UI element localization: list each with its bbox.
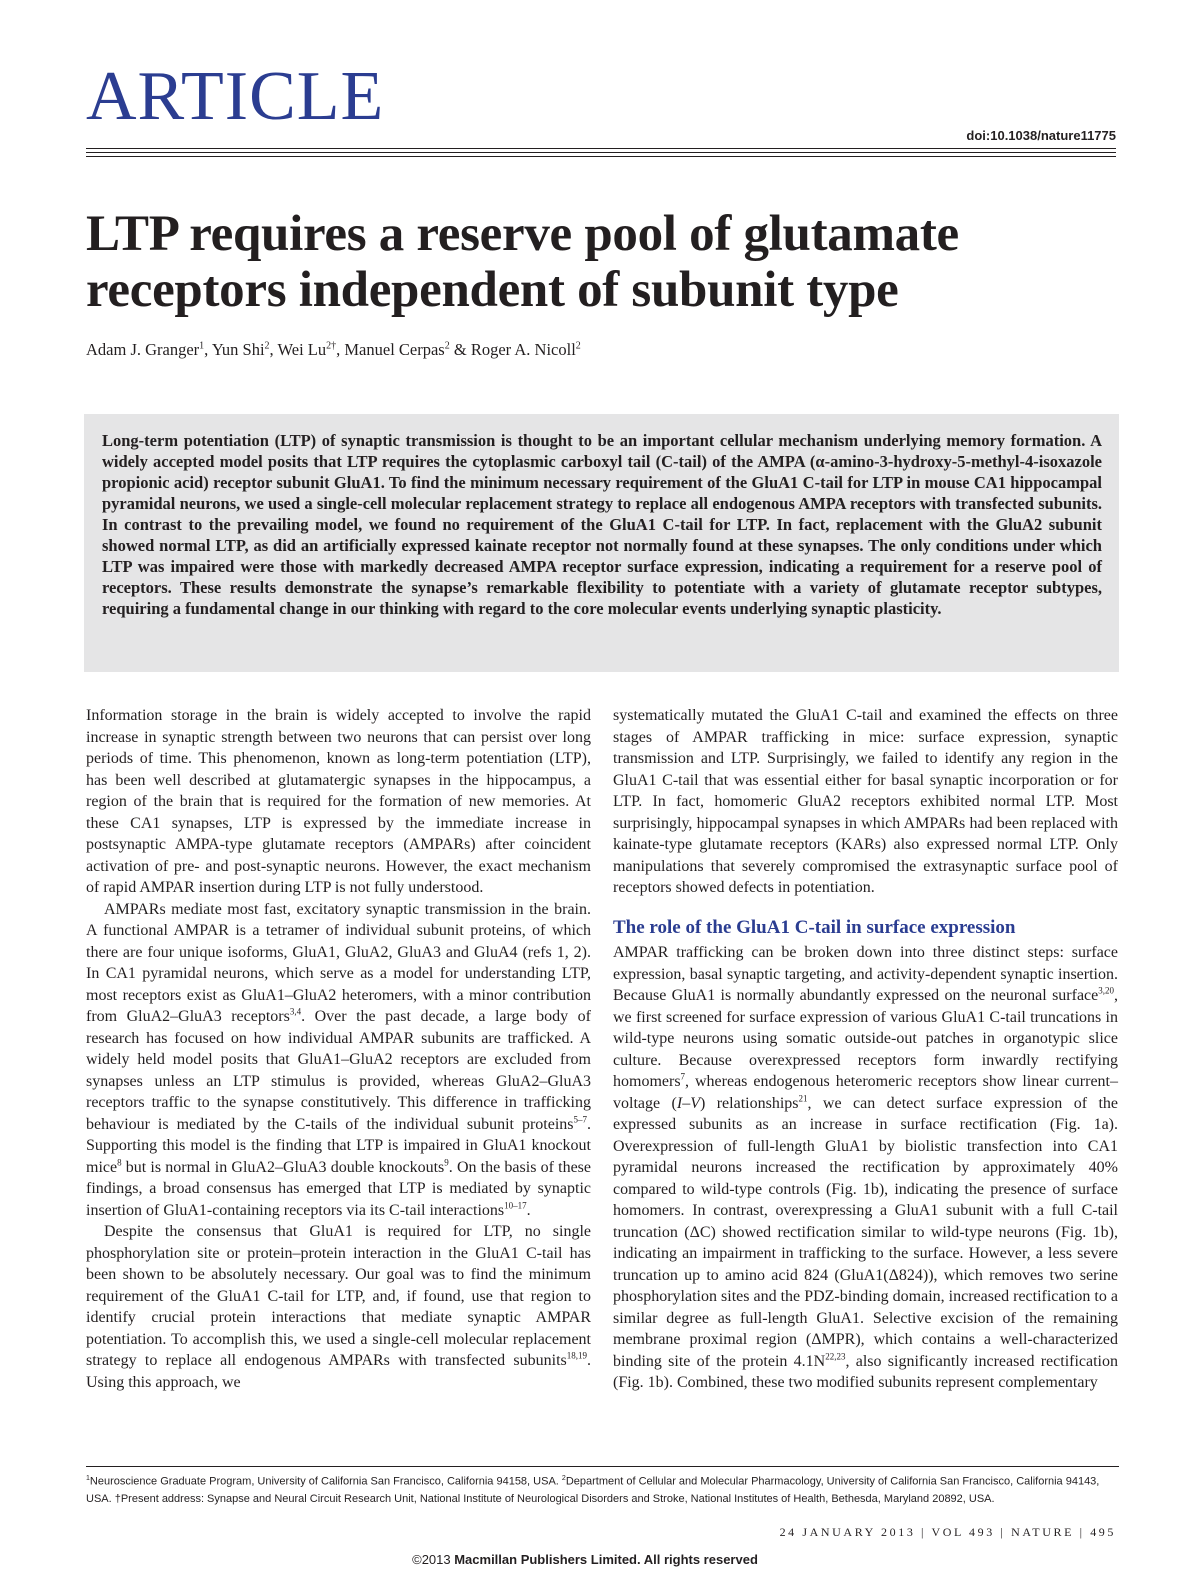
body-paragraph bbox=[86, 1221, 591, 1393]
body-paragraph bbox=[613, 942, 1118, 1394]
citation-ref: 21 bbox=[798, 1093, 808, 1104]
text-run: Information storage in the brain is widely accepted to involve the rapid increase in synaptic strength between two neurons that can persist over long periods of time. This phenomenon, known as long-term potentiation (LTP), has been well described at glutamatergic synapses in the hippocampus, a region of the brain that is required for the formation of new memories. At these CA1 synapses, LTP is expressed by the immediate increase in postsynaptic AMPA-type glutamate receptors (AMPARs) after coincident activation of pre- and post-synaptic neurons. However, the exact mechanism of rapid AMPAR insertion during LTP is not fully understood. bbox=[86, 707, 591, 896]
author-affiliation-marker: 2† bbox=[326, 340, 337, 352]
page-footer: 24 JANUARY 2013 | VOL 493 | NATURE | 495 bbox=[779, 1525, 1116, 1539]
article-title: LTP requires a reserve pool of glutamate receptors independent of subunit type bbox=[86, 206, 959, 318]
text-run: , whereas endogenous heteromeric receptors show linear current–voltage ( bbox=[613, 1073, 1118, 1112]
section-heading: The role of the GluA1 C-tail in surface expression bbox=[613, 916, 1016, 938]
text-run: , we first screened for surface expression of various GluA1 C-tail truncations in wild-type neurons using somatic outside-out patches in organotypic slice culture. Because overexpressed receptors form inwardly rectifying homomers bbox=[613, 987, 1118, 1090]
citation-ref: 10–17 bbox=[504, 1200, 527, 1211]
journal-section-label: ARTICLE bbox=[86, 58, 385, 135]
text-run: but is normal in GluA2–GluA3 double knockouts bbox=[121, 1158, 445, 1176]
text-run: . Over the past decade, a large body of research has focused on how individual AMPAR subunits are trafficked. A widely held model posits that GluA1–GluA2 receptors are excluded from synapses unless an LTP stimulus is provided, whereas GluA2–GluA3 receptors traffic to the synapse constitutively. This difference in trafficking behaviour is mediated by the C-tails of the individual subunit proteins bbox=[86, 1008, 591, 1133]
body-column-left bbox=[86, 705, 591, 1393]
right-column-section bbox=[613, 942, 1118, 1394]
text-run: , also significantly increased rectification (Fig. 1b). Combined, these two modified subunits represent complementary bbox=[613, 1352, 1119, 1391]
author-affiliation-marker: 2 bbox=[444, 340, 450, 352]
copyright-notice bbox=[0, 1552, 1170, 1567]
copyright-symbol: ©2013 bbox=[412, 1552, 451, 1567]
text-run: . bbox=[526, 1201, 531, 1219]
text-run: systematically mutated the GluA1 C-tail and examined the effects on three stages of AMPAR trafficking in mice: surface expression, synaptic transmission and LTP. Surprisingly, we failed to identify any region in the GluA1 C-tail that was essential either for basal synaptic incorporation or for LTP. In fact, homomeric GluA2 receptors exhibited normal LTP. Most surprisingly, hippocampal synapses in which AMPARs had been replaced with kainate-type glutamate receptors (KARs) also expressed normal LTP. Only manipulations that severely compromised the extrasynaptic surface pool of receptors showed defects in potentiation. bbox=[613, 707, 1118, 896]
italic-run: I–V bbox=[676, 1094, 700, 1112]
header-rule-top bbox=[86, 148, 1116, 149]
footnote-marker: 2 bbox=[561, 1475, 566, 1482]
text-run: . Supporting this model is the finding that LTP is impaired in GluA1 knockout mice bbox=[86, 1115, 591, 1176]
text-run: . Using this approach, we bbox=[86, 1352, 591, 1391]
author-separator: , bbox=[336, 340, 345, 359]
text-run: , we can detect surface expression of the expressed subunits as an increase in surface rectification (Fig. 1a). Overexpression of full-length GluA1 by biolistic transfection into CA1 pyramidal neurons increased the rectification by approximately 40% compared to wild-type controls (Fig. 1b), indicating the presence of surface homomers. In contrast, overexpressing a GluA1 subunit with a full C-tail truncation (ΔC) showed rectification similar to wild-type neurons (Fig. 1b), indicating an impairment in trafficking to the surface. However, a less severe truncation up to amino acid 824 (GluA1(Δ824)), which removes two serine phosphorylation sites and the PDZ-binding domain, increased rectification to a similar degree as full-length GluA1. Selective excision of the remaining membrane proximal region (ΔMPR), which contains a well-characterized binding site of the protein 4.1N bbox=[613, 1094, 1119, 1370]
citation-ref: 9 bbox=[444, 1157, 449, 1168]
copyright-text: Macmillan Publishers Limited. All rights reserved bbox=[450, 1552, 758, 1567]
citation-ref: 5–7 bbox=[573, 1114, 587, 1125]
doi-label: doi:10.1038/nature11775 bbox=[966, 128, 1116, 143]
citation-ref: 3,20 bbox=[1098, 985, 1114, 996]
header-rule-bottom bbox=[86, 156, 1116, 157]
author-separator: & bbox=[449, 340, 471, 359]
author-name: Adam J. Granger bbox=[86, 340, 200, 359]
author-affiliation-marker: 2 bbox=[264, 340, 270, 352]
author-list bbox=[86, 340, 581, 360]
abstract-box bbox=[84, 414, 1119, 672]
footnote-text: Department of Cellular and Molecular Pharmacology, University of California San Francisco, California 94143, USA. †Present address: Synapse and Neural Circuit Research Unit, National Institute of Neurological Disorders and Stroke, National Institutes of Health, Bethesda, Maryland 20892, USA. bbox=[86, 1475, 1100, 1505]
body-paragraph bbox=[613, 705, 1118, 899]
footnote-marker: 1 bbox=[86, 1475, 90, 1482]
text-run: AMPARs mediate most fast, excitatory synaptic transmission in the brain. A functional AMPAR is a tetramer of individual subunit proteins, of which there are four unique isoforms, GluA1, GluA2, GluA3 and GluA4 (refs 1, 2). In CA1 pyramidal neurons, which serve as a model for understanding LTP, most receptors exist as GluA1–GluA2 heteromers, with a minor contribution from GluA2–GluA3 receptors bbox=[86, 900, 591, 1025]
citation-ref: 7 bbox=[680, 1071, 686, 1082]
affiliation-footnotes bbox=[86, 1470, 1126, 1508]
author-separator: , bbox=[269, 340, 278, 359]
footnote-text: Neuroscience Graduate Program, University of California San Francisco, California 94158, USA. bbox=[89, 1475, 562, 1488]
author-name: Wei Lu bbox=[277, 340, 327, 359]
author-separator: , bbox=[204, 340, 212, 359]
author-affiliation-marker: 1 bbox=[199, 340, 205, 352]
header-rule-middle bbox=[86, 152, 1116, 153]
author-name: Yun Shi bbox=[211, 340, 265, 359]
citation-ref: 8 bbox=[117, 1157, 122, 1168]
right-column-intro bbox=[613, 705, 1118, 899]
citation-ref: 22,23 bbox=[825, 1351, 846, 1362]
body-paragraph bbox=[86, 899, 591, 1222]
body-paragraph bbox=[86, 705, 591, 899]
author-name: Roger A. Nicoll bbox=[470, 340, 576, 359]
citation-ref: 3,4 bbox=[289, 1006, 302, 1017]
text-run: . On the basis of these findings, a broad consensus has emerged that LTP is mediated by synaptic insertion of GluA1-containing receptors via its C-tail interactions bbox=[86, 1158, 592, 1219]
author-name: Manuel Cerpas bbox=[344, 340, 445, 359]
text-run: Despite the consensus that GluA1 is required for LTP, no single phosphorylation site or protein–protein interaction in the GluA1 C-tail has been shown to be absolutely necessary. Our goal was to find the minimum requirement of the GluA1 C-tail for LTP, and, if found, use that region to identify crucial protein interactions that mediate synaptic AMPAR potentiation. To accomplish this, we used a single-cell molecular replacement strategy to replace all endogenous AMPARs with transfected subunits bbox=[86, 1223, 591, 1369]
author-affiliation-marker: 2 bbox=[575, 340, 581, 352]
footnote-rule bbox=[86, 1466, 1119, 1467]
citation-ref: 18,19 bbox=[566, 1350, 587, 1361]
text-run: ) relationships bbox=[699, 1094, 799, 1112]
abstract-text: Long-term potentiation (LTP) of synaptic transmission is thought to be an important cellular mechanism underlying memory formation. A widely accepted model posits that LTP requires the cytoplasmic carboxyl tail (C-tail) of the AMPA (α-amino-3-hydroxy-5-methyl-4-isoxazole propionic acid) receptor subunit GluA1. To find the minimum necessary requirement of the GluA1 C-tail for LTP in mouse CA1 hippocampal pyramidal neurons, we used a single-cell molecular replacement strategy to replace all endogenous AMPA receptors with transfected subunits. In contrast to the prevailing model, we found no requirement of the GluA1 C-tail for LTP. In fact, replacement with the GluA2 subunit showed normal LTP, as did an artificially expressed kainate receptor not normally found at these synapses. The only conditions under which LTP was impaired were those with markedly decreased AMPA receptor surface expression, indicating a requirement for a reserve pool of receptors. These results demonstrate the synapse’s remarkable flexibility to potentiate with a variety of glutamate receptor subtypes, requiring a fundamental change in our thinking with regard to the core molecular events underlying synaptic plasticity. bbox=[102, 431, 1102, 618]
text-run: AMPAR trafficking can be broken down into three distinct steps: surface expression, basal synaptic targeting, and activity-dependent synaptic insertion. Because GluA1 is normally abundantly expressed on the neuronal surface bbox=[613, 944, 1118, 1004]
body-column-right bbox=[613, 705, 1118, 1394]
